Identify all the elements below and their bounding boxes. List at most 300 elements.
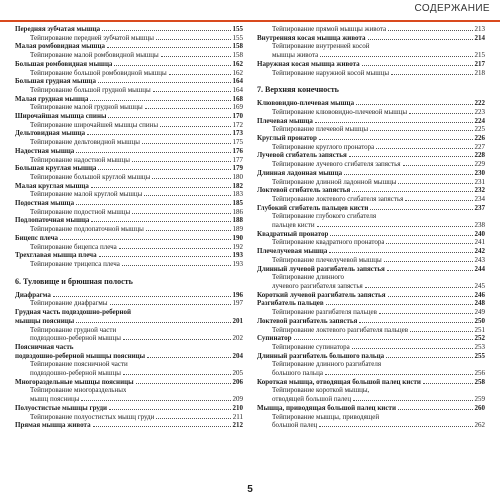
toc-entry [257,282,485,291]
toc-entry [257,421,485,430]
dot-leader [320,56,472,57]
toc-entry-page: 182 [232,181,243,190]
dot-leader [317,226,473,227]
toc-entry [15,42,243,51]
toc-entry [257,369,485,378]
toc-entry-page: 196 [232,290,243,299]
toc-entry-label: Локтевой разгибатель запястья [257,316,358,325]
toc-entry [15,243,243,252]
toc-entry [15,156,243,165]
dot-leader [91,221,230,222]
toc-entry-page: 217 [474,59,485,68]
toc-entry [257,151,485,160]
toc-entry-page: 186 [232,207,243,216]
toc-entry [15,129,243,138]
toc-entry-page: 245 [474,281,485,290]
toc-entry-label: мышцы живота [272,51,319,60]
toc-entry [257,317,485,326]
dot-leader [349,156,473,157]
toc-entry-label: Плечевая мышца [257,116,313,125]
toc-entry [257,334,485,343]
toc-entry-page: 155 [232,25,243,33]
toc-entry [15,260,243,269]
toc-entry [15,378,243,387]
toc-entry-label: Тейпирование супинатора [272,342,350,351]
toc-entry-label: Разгибатель пальцев [257,299,324,308]
toc-entry-page: 168 [232,94,243,103]
toc-entry-page: 202 [232,334,243,343]
toc-entry-label: большого пальца [272,369,323,378]
dot-leader [352,191,472,192]
dot-leader [410,331,472,332]
toc-entry-label: Наружная косая мышца живота [257,59,360,68]
toc-entry [15,25,243,34]
toc-entry [15,234,243,243]
toc-entry [257,273,485,282]
toc-entry-label: Широчайшая мышца спины [15,112,107,121]
toc-entry [15,103,243,112]
toc-entry-page: 201 [232,316,243,325]
toc-entry [15,299,243,308]
toc-entry-page: 205 [232,369,243,378]
dot-leader [329,252,472,253]
dot-leader [356,104,472,105]
dot-leader [76,322,230,323]
toc-entry [15,395,243,404]
toc-entry [15,334,243,343]
toc-entry-label: Тейпирование круглого пронатора [272,142,375,151]
toc-entry-label: Тейпирование подостной мышцы [30,207,131,216]
toc-entry [257,169,485,178]
toc-entry-label: Супинатор [257,334,292,343]
toc-entry-label: Тейпирование подлопаточной мышцы [30,225,144,234]
toc-entry-page: 230 [474,168,485,177]
toc-entry [257,299,485,308]
toc-entry-label: Тейпирование длинной ладонной мышцы [272,177,397,186]
toc-entry [15,112,243,121]
toc-entry [15,138,243,147]
toc-entry [257,343,485,352]
toc-entry [15,343,243,352]
toc-entry-label: отводящей большой палец [272,395,352,404]
toc-entry-label: Грудная часть подвздошно-реберной [15,308,132,317]
toc-entry [15,225,243,234]
toc-entry [257,186,485,195]
toc-entry [257,195,485,204]
toc-entry-label: подвздошно-реберной мышцы [30,369,121,378]
dot-leader [344,174,472,175]
dot-leader [108,117,230,118]
toc-entry [257,378,485,387]
dot-leader [107,47,231,48]
dot-leader [152,178,230,179]
dot-leader [53,296,231,297]
toc-entry [15,121,243,130]
dot-leader [144,195,230,196]
toc-entry-page: 193 [232,251,243,260]
dot-leader [76,204,230,205]
toc-entry-page: 209 [232,395,243,404]
toc-entry-page: 248 [474,299,485,308]
toc-entry [257,291,485,300]
dot-leader [398,409,473,410]
toc-entry-label: Поясничная часть [15,342,74,351]
dot-leader [146,230,231,231]
toc-entry-label: Малая грудная мышца [15,94,89,103]
toc-entry-page: 188 [232,216,243,225]
toc-entry-page: 225 [474,125,485,134]
toc-entry-page: 204 [232,351,243,360]
toc-entry [257,42,485,51]
toc-entry [257,143,485,152]
toc-entry-label: Длинная ладонная мышца [257,168,343,177]
toc-entry-page: 179 [232,164,243,173]
toc-entry-page: 250 [474,316,485,325]
toc-entry-label: Полуостистые мышцы груди [15,403,108,412]
toc-entry-page: 213 [474,25,485,33]
toc-entry-label: Тейпирование передней зубчатой мышцы [30,33,155,42]
toc-entry [15,95,243,104]
toc-entry [257,265,485,274]
toc-entry [15,308,243,317]
toc-entry-label: подвздошно-реберной мышцы поясницы [15,351,146,360]
toc-entry-label: Тейпирование прямой мышцы живота [272,25,387,33]
dot-leader [388,296,473,297]
toc-entry [257,69,485,78]
toc-entry [257,230,485,239]
dot-leader [398,183,472,184]
dot-leader [409,113,472,114]
toc-entry-page: 252 [474,334,485,343]
toc-entry-label: мышцы поясницы [15,316,75,325]
dot-leader [423,383,473,384]
toc-entry-page: 240 [474,229,485,238]
dot-leader [386,357,472,358]
dot-leader [98,82,231,83]
toc-entry [15,251,243,260]
dot-leader [119,248,231,249]
toc-entry-page: 162 [232,68,243,77]
toc-entry-label: Тейпирование большой грудной мышцы [30,85,151,94]
dot-leader [388,30,472,31]
toc-entry-page: 211 [232,412,243,421]
toc-entry-page: 258 [474,377,485,386]
toc-entry-page: 231 [474,177,485,186]
toc-entry-page: 256 [474,369,485,378]
toc-entry-label: Диафрагма [15,290,51,299]
toc-section-title: 6. Туловище и брюшная полость [15,276,133,286]
dot-leader [132,213,230,214]
dot-leader [156,418,230,419]
toc-entry-page: 243 [474,255,485,264]
toc-entry-label: большой палец [272,421,318,430]
toc-entry-label: Мышца, приводящая большой палец кисти [257,403,396,412]
dot-leader [169,74,231,75]
toc-entry-page: 232 [474,186,485,195]
dot-leader [353,400,472,401]
dot-leader [132,161,231,162]
toc-entry-page: 215 [474,51,485,60]
toc-entry [257,125,485,134]
toc-entry-page: 262 [474,421,485,430]
dot-leader [81,400,230,401]
toc-entry-label: подвздошно-реберной мышцы [30,334,121,343]
dot-leader [109,409,230,410]
toc-entry-page: 206 [232,377,243,386]
dot-leader [319,139,473,140]
dot-leader [370,209,472,210]
toc-entry-label: Тейпирование малой ромбовидной мышцы [30,51,159,60]
toc-entry-label: Тейпирование короткой мышцы, [272,386,370,395]
toc-entry [15,404,243,413]
toc-entry-page: 244 [474,264,485,273]
toc-entry-label: Тейпирование большой круглой мышцы [30,172,151,181]
dot-leader [160,126,230,127]
toc-entry-page: 260 [474,403,485,412]
dot-leader [370,130,472,131]
toc-entry-page: 180 [232,172,243,181]
toc-entry [15,77,243,86]
toc-entry-page: 177 [232,155,243,164]
toc-entry-page: 176 [232,146,243,155]
toc-entry-label: Надостная мышца [15,146,75,155]
toc-entry-label: Тейпирование трицепса плеча [30,259,120,268]
toc-entry [257,108,485,117]
toc-entry-label: Лучевой сгибатель запястья [257,151,347,160]
section-header: СОДЕРЖАНИЕ [414,3,490,14]
toc-entry [257,404,485,413]
dot-leader [294,339,473,340]
toc-entry-label: Тейпирование малой грудной мышцы [30,103,143,112]
toc-entry-label: Плечелучевая мышца [257,247,328,256]
toc-entry [15,369,243,378]
toc-entry-page: 238 [474,221,485,230]
toc-entry-label: Тейпирование локтевого сгибателя запястья [272,194,404,203]
dot-leader [123,339,231,340]
toc-entry-label: Тейпирование малой круглой мышцы [30,190,143,199]
dot-leader [405,200,472,201]
toc-entry [257,413,485,422]
toc-entry-page: 185 [232,199,243,208]
toc-entry-label: Тейпирование диафрагмы [30,299,108,308]
toc-entry [15,413,243,422]
toc-entry-label: Глубокий сгибатель пальцев кисти [257,203,369,212]
toc-entry-label: Тейпирование широчайшей мышцы спины [30,120,159,129]
dot-leader [379,313,473,314]
page-number: 5 [247,484,253,495]
dot-leader [326,304,473,305]
dot-leader [147,357,230,358]
dot-leader [352,348,473,349]
toc-entry-page: 173 [232,129,243,138]
dot-leader [91,187,231,188]
toc-entry-label: Многораздельные мышцы поясницы [15,377,134,386]
toc-entry [15,190,243,199]
toc-entry-label: Дельтовидная мышца [15,129,86,138]
dot-leader [76,152,230,153]
header-bar [0,0,500,22]
toc-entry-label: Локтевой сгибатель запястья [257,186,351,195]
dot-leader [403,165,473,166]
toc-entry-label: Тейпирование большой ромбовидной мышцы [30,68,167,77]
toc-entry-page: 234 [474,194,485,203]
toc-entry [257,25,485,34]
dot-leader [315,122,473,123]
toc-entry [257,326,485,335]
toc-entry-label: Тейпирование глубокого сгибателя [272,212,377,221]
toc-entry-label: Тейпирование клювовидно-плечевой мышцы [272,107,408,116]
toc-entry [15,216,243,225]
dot-leader [102,30,230,31]
toc-entry [257,395,485,404]
toc-entry-page: 192 [232,242,243,251]
toc-entry-label: Тейпирование лучевого сгибателя запястья [272,160,401,169]
toc-entry [257,308,485,317]
toc-entry-label: Тейпирование поясничной части [30,360,128,369]
dot-leader [384,261,473,262]
toc-entry-page: 237 [474,203,485,212]
toc-entry-label: Малая ромбовидная мышца [15,42,105,51]
toc-entry-label: лучевого разгибателя запястья [272,281,363,290]
toc-entry [257,134,485,143]
toc-entry-page: 214 [474,33,485,42]
toc-entry-page: 229 [474,160,485,169]
toc-entry-label: Бицепс плеча [15,233,59,242]
dot-leader [153,91,231,92]
toc-entry-label: Тейпирование многораздельных [30,386,127,395]
toc-entry-label: Тейпирование наружной косой мышцы [272,68,390,77]
toc-entry [257,178,485,187]
toc-entry-label: Трехглавая мышца плеча [15,251,97,260]
toc-entry [15,86,243,95]
toc-entry-page: 189 [232,225,243,234]
dot-leader [156,39,230,40]
toc-entry [15,51,243,60]
toc-entry [15,173,243,182]
toc-entry-page: 259 [474,395,485,404]
toc-entry-label: Малая круглая мышца [15,181,89,190]
toc-entry [257,160,485,169]
toc-entry-label: Большая круглая мышца [15,164,97,173]
toc-entry [15,60,243,69]
toc-entry-label: Тейпирование надостной мышцы [30,155,130,164]
toc-entry [15,34,243,43]
toc-entry [15,291,243,300]
dot-leader [145,108,231,109]
toc-entry-label: Короткая мышца, отводящая большой палец кисти [257,377,421,386]
dot-leader [136,383,231,384]
toc-entry-label: Тейпирование мышцы, приводящей [272,412,380,421]
toc-entry-page: 226 [474,134,485,143]
toc-entry-page: 197 [232,299,243,308]
toc-entry [257,212,485,221]
toc-entry [257,247,485,256]
toc-entry-page: 183 [232,190,243,199]
toc-entry [15,326,243,335]
toc-entry [15,352,243,361]
toc-entry [257,60,485,69]
toc-entry-label: Подлопаточная мышца [15,216,90,225]
toc-entry [15,317,243,326]
toc-entry-page: 246 [474,290,485,299]
dot-leader [386,243,472,244]
toc-entry-label: Тейпирование квадратного пронатора [272,238,385,247]
toc-entry [15,182,243,191]
toc-entry-page: 249 [474,308,485,317]
toc-entry-page: 227 [474,142,485,151]
toc-entry-label: Длинный разгибатель большого пальца [257,351,385,360]
toc-entry-page: 228 [474,151,485,160]
toc-entry [257,204,485,213]
toc-entry-page: 222 [474,99,485,108]
toc-entry-label: Большая ромбовидная мышца [15,59,113,68]
toc-entry-page: 223 [474,107,485,116]
toc-entry-label: Тейпирование дельтовидной мышцы [30,138,140,147]
toc-entry-label: Прямая мышца живота [15,421,91,430]
toc-entry-label: Подостная мышца [15,199,75,208]
dot-leader [122,265,231,266]
toc-entry-label: Тейпирование плечелучевой мышцы [272,255,382,264]
toc-entry-label: Передняя зубчатая мышца [15,25,101,33]
toc-entry [257,256,485,265]
dot-leader [368,39,473,40]
toc-entry-page: 212 [232,421,243,430]
toc-entry-label: Тейпирование локтевого разгибателя пальцев [272,325,409,334]
toc-entry [257,238,485,247]
toc-entry-page: 170 [232,112,243,121]
dot-leader [161,56,231,57]
dot-leader [365,287,473,288]
toc-entry-page: 164 [232,85,243,94]
toc-entry-label: Клювовидно-плечевая мышца [257,99,355,108]
toc-entry-label: Тейпирование разгибателя пальцев [272,308,377,317]
toc-entry-label: Короткий лучевой разгибатель запястья [257,290,386,299]
toc-entry [257,352,485,361]
toc-entry-page: 210 [232,403,243,412]
dot-leader [93,426,231,427]
toc-entry-page: 251 [474,325,485,334]
toc-left-column [15,25,243,430]
toc-section-title: 7. Верхняя конечность [257,85,339,95]
toc-entry-label: Квадратный пронатор [257,229,329,238]
dot-leader [90,100,230,101]
toc-entry-page: 253 [474,342,485,351]
toc-entry [15,69,243,78]
dot-leader [114,65,230,66]
toc-entry-label: Тейпирование длинного [272,273,345,282]
dot-leader [98,169,230,170]
toc-entry-page: 162 [232,59,243,68]
dot-leader [387,270,473,271]
toc-entry-label: мышц поясницы [30,395,80,404]
toc-entry-label: Тейпирование внутренней косой [272,42,370,51]
toc-entry-label: Тейпирование бицепса плеча [30,242,117,251]
toc-entry-page: 158 [232,51,243,60]
dot-leader [319,426,472,427]
toc-entry [15,208,243,217]
toc-entry [257,34,485,43]
toc-entry [257,51,485,60]
toc-entry-label: Тейпирование плечевой мышцы [272,125,369,134]
toc-entry-page: 241 [474,238,485,247]
toc-entry [15,199,243,208]
toc-entry-page: 155 [232,33,243,42]
toc-entry-page: 255 [474,351,485,360]
dot-leader [362,65,473,66]
dot-leader [142,143,231,144]
dot-leader [123,374,231,375]
toc-entry [257,117,485,126]
